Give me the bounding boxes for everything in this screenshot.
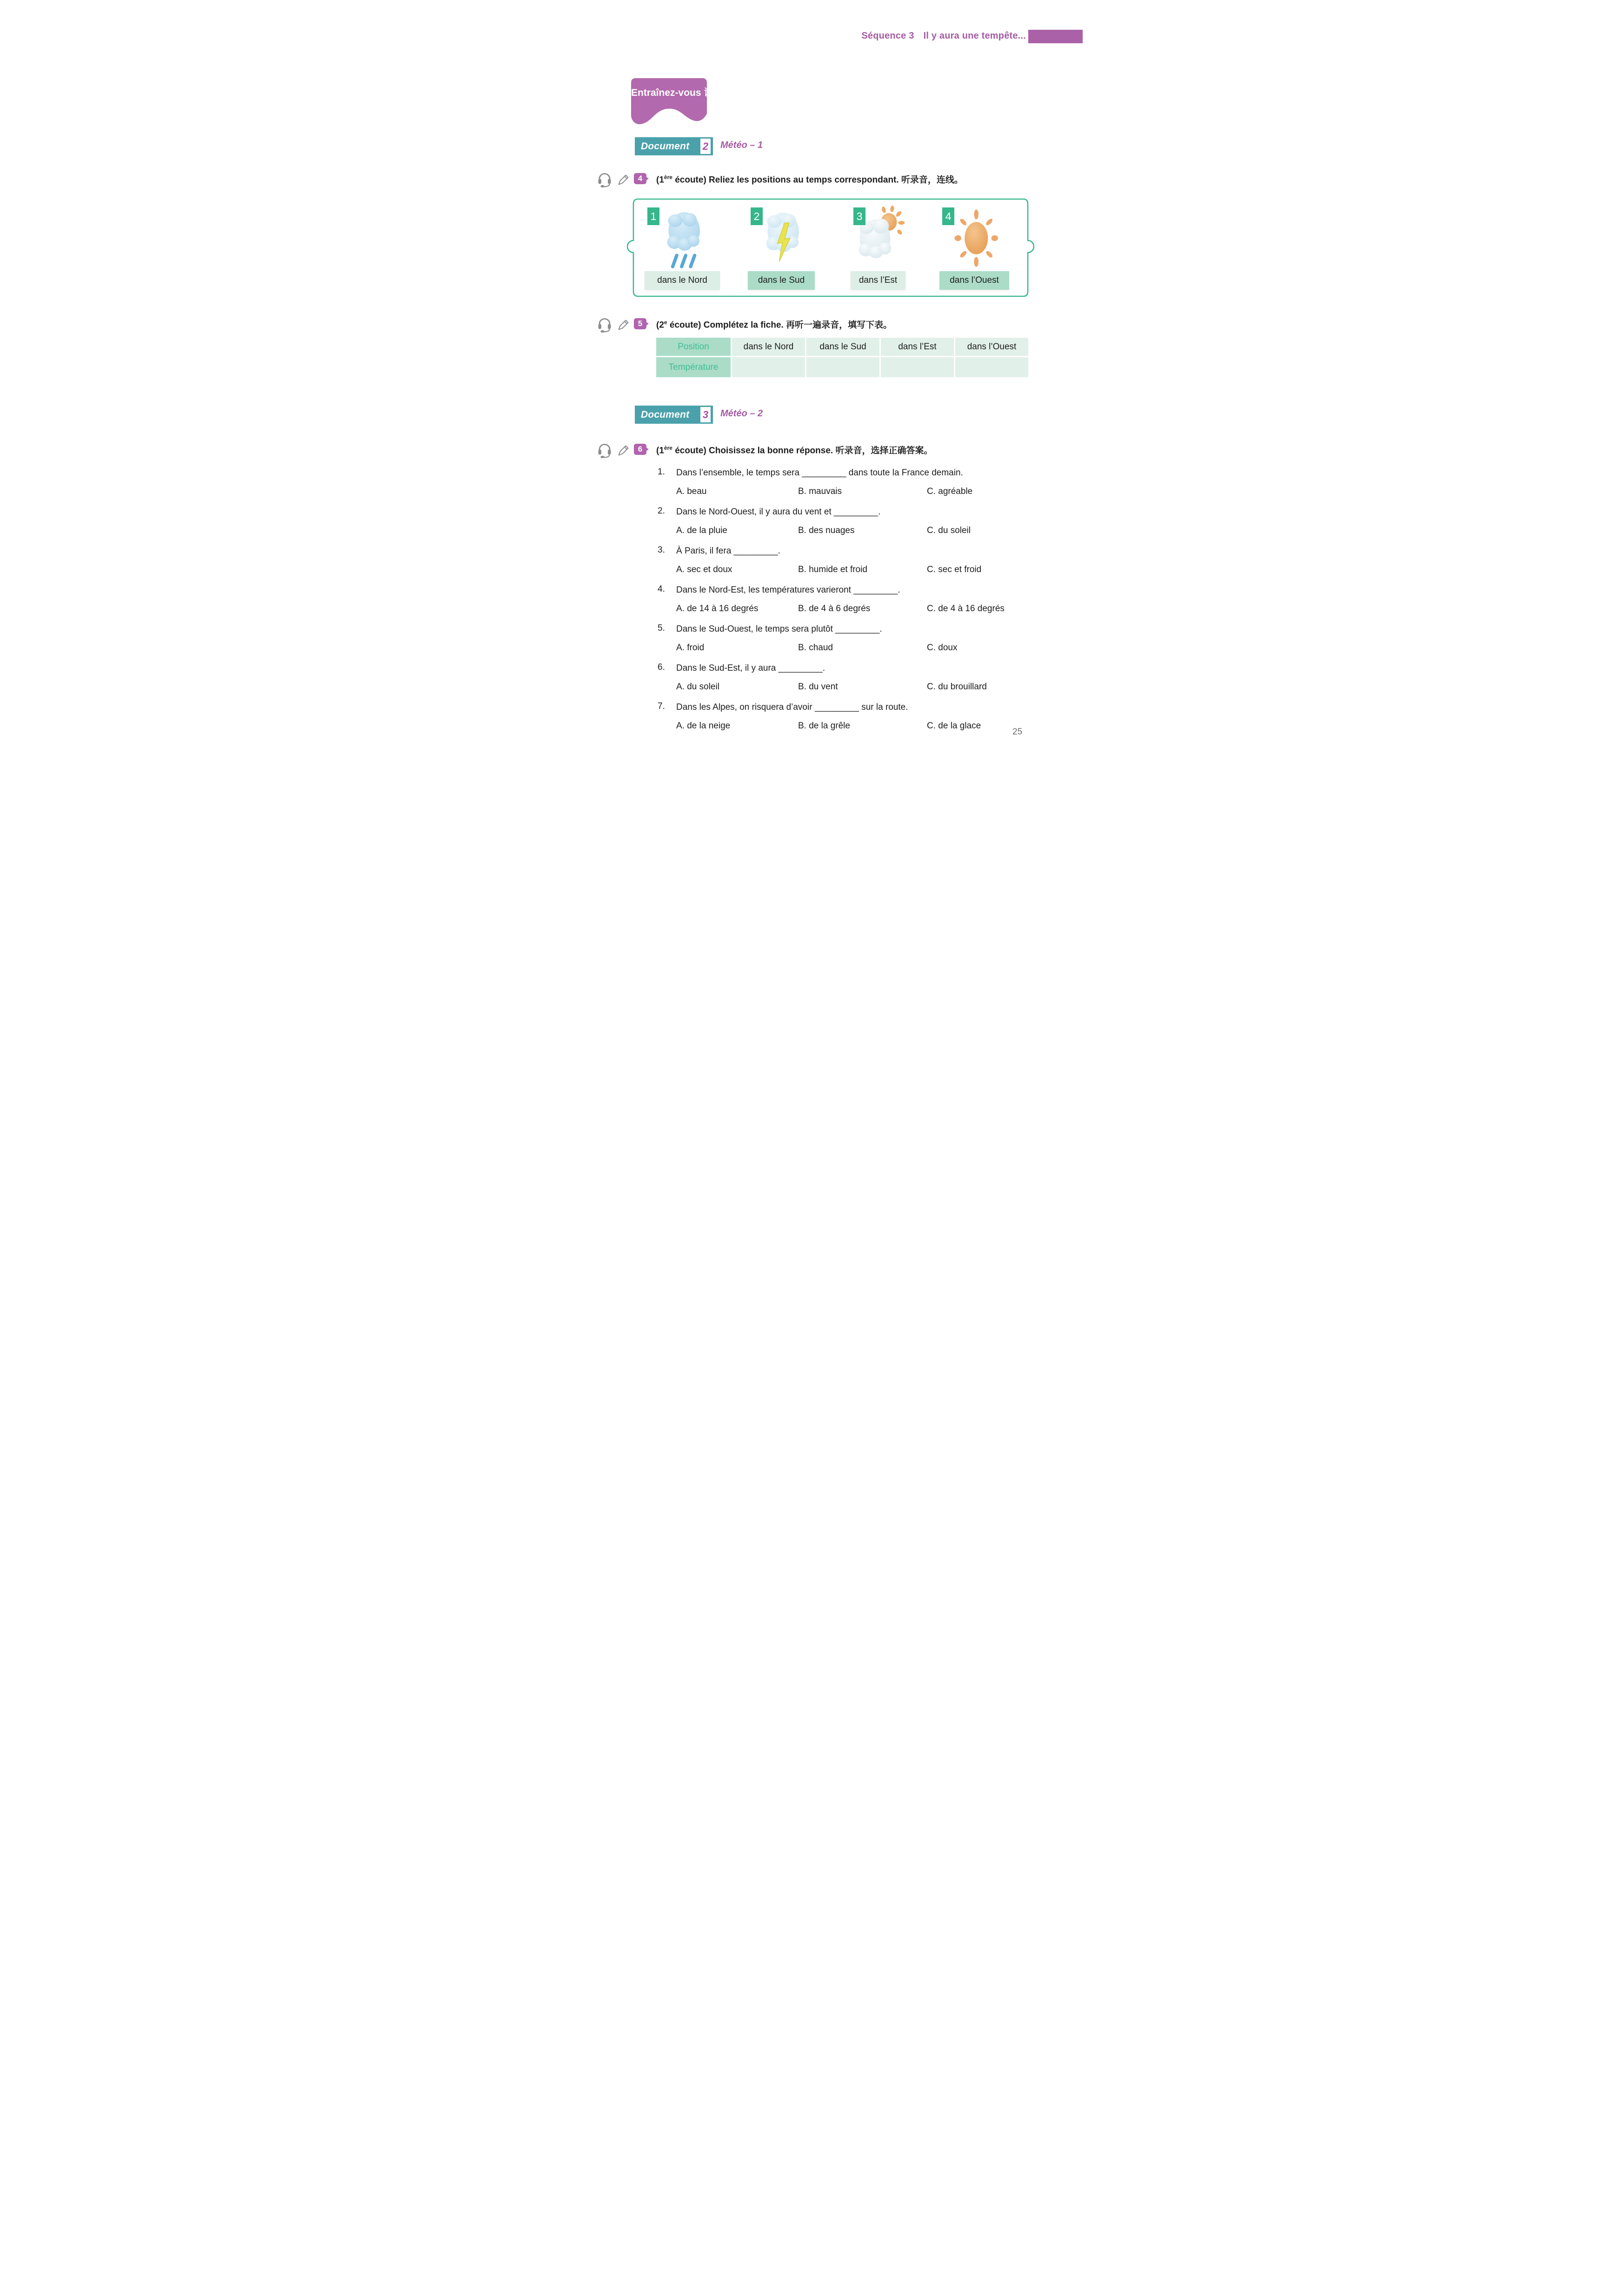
exercise-number-badge: 5 (634, 318, 646, 329)
document-2-banner (635, 137, 713, 155)
weather-item-3 (851, 205, 905, 274)
question-4 (658, 584, 1034, 623)
table-column-header: dans le Nord (732, 338, 805, 356)
question-number: 3. (658, 545, 665, 555)
option-c[interactable]: C. du brouillard (927, 682, 987, 692)
option-b[interactable]: B. humide et froid (798, 565, 867, 574)
exercise-6 (597, 442, 1028, 460)
item-number-badge: 4 (942, 207, 954, 225)
table-column-header: dans l’Ouest (955, 338, 1028, 356)
question-number: 5. (658, 623, 665, 633)
table-answer-cell[interactable] (881, 357, 954, 377)
option-a[interactable]: A. de la pluie (676, 526, 727, 535)
table-answer-cell[interactable] (732, 357, 805, 377)
instruction-prefix: (1 (656, 175, 664, 185)
instruction-superscript: e (664, 319, 667, 326)
headphones-icon (597, 443, 612, 460)
weather-item-4 (939, 205, 1009, 274)
question-text: Dans les Alpes, on risquera d’avoir _________ sur la route. (676, 702, 908, 712)
question-7 (658, 701, 1034, 740)
option-c[interactable]: C. sec et froid (927, 565, 982, 574)
option-a[interactable]: A. beau (676, 487, 707, 496)
item-number-badge: 1 (647, 207, 659, 225)
option-c[interactable]: C. de la glace (927, 721, 981, 731)
question-text: À Paris, il fera _________. (676, 546, 780, 556)
option-c[interactable]: C. agréable (927, 487, 973, 496)
weather-matching-box (633, 199, 1028, 296)
question-2 (658, 506, 1034, 545)
option-b[interactable]: B. de la grêle (798, 721, 850, 731)
storm-cloud-icon (759, 206, 808, 273)
textbook-page (541, 0, 1083, 760)
exercise-4 (597, 171, 1028, 190)
section-banner-title: Entraînez-vous 训练 (631, 87, 724, 98)
exercise-number-badge: 4 (634, 173, 646, 184)
question-options (676, 604, 1034, 614)
position-label-sud[interactable]: dans le Sud (748, 271, 815, 290)
question-number: 1. (658, 467, 665, 477)
document-3-subtitle: Météo – 2 (720, 408, 763, 419)
pencil-icon (616, 173, 630, 189)
weather-item-1 (645, 205, 720, 274)
option-c[interactable]: C. doux (927, 643, 958, 653)
question-6 (658, 662, 1034, 701)
option-c[interactable]: C. de 4 à 16 degrés (927, 604, 1005, 614)
exercise-4-instruction (656, 171, 1028, 186)
option-a[interactable]: A. de 14 à 16 degrés (676, 604, 759, 614)
table-answer-cell[interactable] (955, 357, 1028, 377)
position-label-nord[interactable]: dans le Nord (645, 271, 720, 290)
weather-table (656, 338, 1028, 377)
option-b[interactable]: B. des nuages (798, 526, 855, 535)
table-row-header-position: Position (656, 338, 731, 356)
sequence-title: Il y aura une tempête... (923, 31, 1026, 41)
sun-icon (952, 206, 1001, 273)
exercise-5-icons (597, 317, 630, 335)
position-label-ouest[interactable]: dans l’Ouest (939, 271, 1009, 290)
table-column-header: dans le Sud (806, 338, 879, 356)
option-a[interactable]: A. sec et doux (676, 565, 732, 574)
question-text: Dans le Nord-Ouest, il y aura du vent et _________. (676, 507, 881, 517)
item-number-badge: 2 (751, 207, 763, 225)
question-options (676, 565, 1034, 575)
question-options (676, 643, 1034, 653)
option-a[interactable]: A. de la neige (676, 721, 731, 731)
question-text: Dans le Nord-Est, les températures varieront _________. (676, 585, 900, 595)
question-number: 6. (658, 662, 665, 672)
section-banner (631, 78, 724, 127)
question-number: 7. (658, 701, 665, 711)
pencil-icon (616, 444, 630, 460)
document-number: 3 (700, 407, 711, 422)
question-3 (658, 545, 1034, 584)
question-text: Dans le Sud-Est, il y aura _________. (676, 663, 825, 673)
question-options (676, 682, 1034, 692)
document-label: Document (641, 409, 690, 420)
instruction-superscript: ère (664, 174, 672, 180)
option-b[interactable]: B. de 4 à 6 degrés (798, 604, 871, 614)
question-text: Dans le Sud-Ouest, le temps sera plutôt _________. (676, 624, 882, 634)
question-options (676, 487, 1034, 497)
exercise-4-icons (597, 172, 630, 190)
exercise-5 (597, 316, 1028, 335)
option-c[interactable]: C. du soleil (927, 526, 971, 535)
question-5 (658, 623, 1034, 662)
sequence-label: Séquence 3 (861, 31, 914, 41)
instruction-text: écoute) Complétez la fiche. 再听一遍录音，填写下表。 (667, 320, 892, 330)
position-label-est[interactable]: dans l’Est (851, 271, 905, 290)
exercise-6-instruction (656, 442, 1028, 457)
option-b[interactable]: B. du vent (798, 682, 838, 692)
document-number: 2 (700, 139, 711, 154)
item-number-badge: 3 (853, 207, 865, 225)
document-2-subtitle: Météo – 1 (720, 140, 763, 150)
instruction-text: écoute) Reliez les positions au temps correspondant. 听录音，连线。 (672, 175, 963, 185)
question-list (658, 467, 1034, 740)
instruction-prefix: (2 (656, 320, 664, 330)
option-b[interactable]: B. mauvais (798, 487, 842, 496)
table-column-header: dans l’Est (881, 338, 954, 356)
headphones-icon (597, 172, 612, 190)
option-a[interactable]: A. froid (676, 643, 705, 653)
question-text: Dans l’ensemble, le temps sera _________ dans toute la France demain. (676, 468, 963, 478)
weather-item-2 (748, 205, 815, 274)
question-1 (658, 467, 1034, 506)
exercise-5-instruction (656, 316, 1028, 331)
table-answer-cell[interactable] (806, 357, 879, 377)
pencil-icon (616, 318, 630, 334)
page-number: 25 (1012, 727, 1023, 737)
rain-cloud-icon (659, 206, 709, 273)
question-options (676, 526, 1034, 536)
page-header (861, 31, 1026, 41)
instruction-superscript: ère (664, 445, 672, 451)
option-b[interactable]: B. chaud (798, 643, 833, 653)
corner-tab-bar (1028, 30, 1083, 43)
instruction-prefix: (1 (656, 446, 664, 456)
headphones-icon (597, 317, 612, 335)
question-number: 2. (658, 506, 665, 516)
exercise-6-icons (597, 443, 630, 460)
question-options (676, 721, 1034, 731)
question-number: 4. (658, 584, 665, 594)
table-row-header-temperature: Température (656, 357, 731, 377)
instruction-text: écoute) Choisissez la bonne réponse. 听录音，选择正确答案。 (672, 446, 933, 456)
option-a[interactable]: A. du soleil (676, 682, 719, 692)
document-label: Document (641, 140, 690, 152)
exercise-number-badge: 6 (634, 444, 646, 455)
document-3-banner (635, 406, 713, 424)
